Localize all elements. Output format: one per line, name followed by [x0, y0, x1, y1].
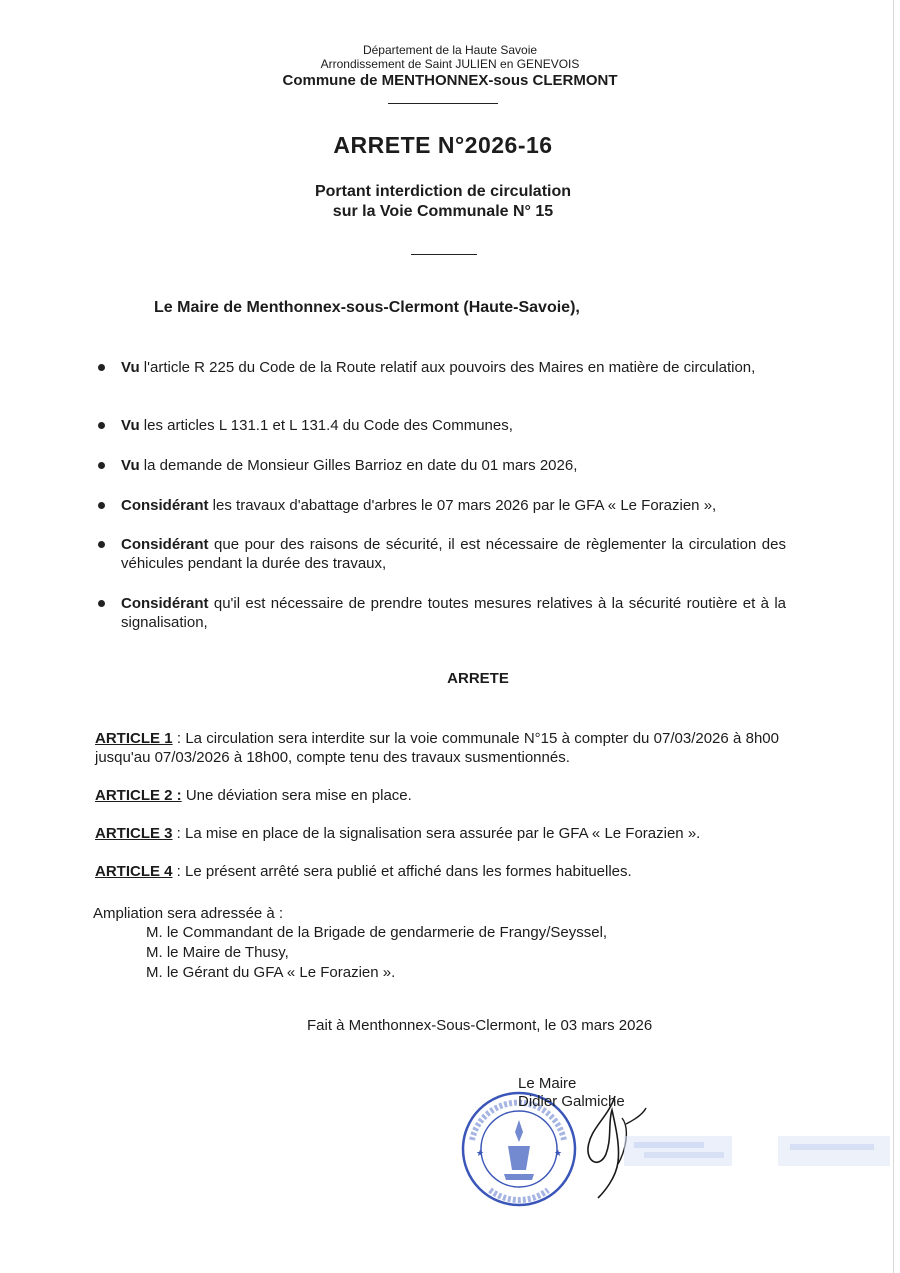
- faded-stamp-trace: [624, 1132, 732, 1170]
- consideration-keyword: Considérant: [121, 536, 209, 553]
- header-divider: [388, 103, 498, 104]
- consideration-text: les travaux d'abattage d'arbres le 07 mars 2026 par le GFA « Le Forazien »,: [208, 497, 717, 514]
- consideration-item: [98, 456, 786, 475]
- decree-subtitle-line1: Portant interdiction de circulation: [314, 183, 572, 200]
- header-arrondissement: Arrondissement de Saint JULIEN en GENEVOIS: [320, 57, 580, 71]
- article-label: ARTICLE 3: [95, 825, 173, 842]
- header-commune: Commune de MENTHONNEX-sous CLERMONT: [282, 72, 618, 89]
- ampliation-list: [146, 923, 607, 983]
- bullet-icon: [98, 541, 105, 548]
- consideration-keyword: Considérant: [121, 595, 209, 612]
- consideration-keyword: Vu: [121, 457, 140, 474]
- article-separator: :: [172, 863, 186, 880]
- consideration-text: la demande de Monsieur Gilles Barrioz en date du 01 mars 2026,: [139, 457, 578, 474]
- consideration-keyword: Vu: [121, 359, 140, 376]
- decree-subtitle-line2: sur la Voie Communale N° 15: [332, 203, 554, 220]
- article-1: [95, 729, 779, 767]
- title-divider: [411, 254, 477, 255]
- ampliation-intro: Ampliation sera adressée à :: [93, 905, 284, 922]
- bullet-icon: [98, 462, 105, 469]
- arrete-heading: ARRETE: [447, 670, 509, 687]
- signatory-role: Le Maire: [518, 1075, 577, 1092]
- consideration-item: [98, 496, 786, 515]
- consideration-item: [98, 416, 786, 435]
- header-department: Département de la Haute Savoie: [362, 43, 538, 57]
- consideration-item: [98, 358, 786, 377]
- bullet-icon: [98, 422, 105, 429]
- consideration-item: [98, 535, 786, 573]
- ampliation-recipient: M. le Gérant du GFA « Le Forazien ».: [146, 964, 396, 981]
- page-edge: [893, 0, 894, 1273]
- consideration-keyword: Vu: [121, 417, 140, 434]
- stamp-star-left: ★: [476, 1148, 485, 1158]
- stamp-star-right: ★: [554, 1148, 563, 1158]
- mayor-intro: Le Maire de Menthonnex-sous-Clermont (Haute-Savoie),: [154, 299, 580, 316]
- faded-stamp-trace: [778, 1132, 890, 1170]
- consideration-text: que pour des raisons de sécurité, il est nécessaire de règlementer la circulation des véhicules pendant la durée des travaux,: [121, 536, 786, 572]
- article-label: ARTICLE 4: [95, 863, 173, 880]
- bullet-icon: [98, 600, 105, 607]
- signature-stroke: [588, 1096, 619, 1198]
- stamp-lettering-arc: [490, 1190, 548, 1200]
- signatory-name: Didier Galmiche: [518, 1093, 625, 1110]
- decree-title: ARRETE N°2026-16: [333, 132, 553, 158]
- ampliation-recipient: M. le Maire de Thusy,: [146, 944, 289, 961]
- bullet-icon: [98, 502, 105, 509]
- article-3: [95, 824, 779, 843]
- consideration-text: l'article R 225 du Code de la Route relatif aux pouvoirs des Maires en matière de circulation,: [139, 359, 756, 376]
- consideration-text: qu'il est nécessaire de prendre toutes mesures relatives à la sécurité routière et à la signalisation,: [121, 595, 786, 631]
- article-separator: :: [172, 730, 186, 747]
- stamp-emblem: [504, 1120, 534, 1180]
- consideration-keyword: Considérant: [121, 497, 209, 514]
- bullet-icon: [98, 364, 105, 371]
- ampliation-recipient: M. le Commandant de la Brigade de gendarmerie de Frangy/Seyssel,: [146, 924, 608, 941]
- consideration-text: les articles L 131.1 et L 131.4 du Code des Communes,: [139, 417, 513, 434]
- article-separator: :: [172, 825, 186, 842]
- done-at: Fait à Menthonnex-Sous-Clermont, le 03 mars 2026: [307, 1017, 653, 1034]
- consideration-item: [98, 594, 786, 632]
- article-4: [95, 862, 779, 881]
- article-text: Le présent arrêté sera publié et affiché dans les formes habituelles.: [185, 863, 632, 880]
- article-text: Une déviation sera mise en place.: [185, 787, 412, 804]
- article-2: [95, 786, 779, 805]
- article-label: ARTICLE 1: [95, 730, 173, 747]
- article-text: La circulation sera interdite sur la voie communale N°15 à compter du 07/03/2026 à 8h00 jusqu'au 07/03/2026 à 18h00, compte tenu des travaux susmentionnés.: [95, 730, 779, 766]
- decree-subtitle: [0, 182, 886, 222]
- article-text: La mise en place de la signalisation sera assurée par le GFA « Le Forazien ».: [185, 825, 701, 842]
- article-label: ARTICLE 2 :: [95, 787, 182, 804]
